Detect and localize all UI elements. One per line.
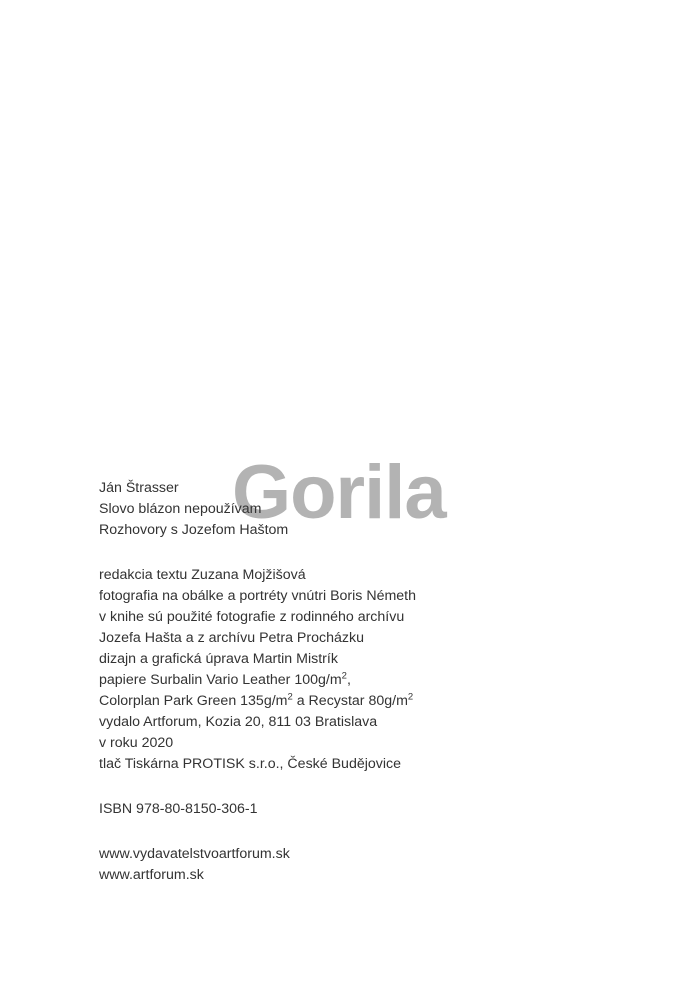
paper-line-1-suffix: , xyxy=(346,672,351,688)
paper-line-1 xyxy=(99,670,529,691)
isbn-line: ISBN 978-80-8150-306-1 xyxy=(99,801,258,817)
web-block xyxy=(99,844,529,886)
paper-line-2 xyxy=(99,691,529,712)
year-line: v roku 2020 xyxy=(99,735,174,751)
paper-line-1-sup: 2 xyxy=(341,670,347,682)
credit-line: v knihe sú použité fotografie z rodinného archívu xyxy=(99,609,405,625)
book-subtitle: Rozhovory s Jozefom Haštom xyxy=(99,522,289,538)
publisher-line: vydalo Artforum, Kozia 20, 811 03 Bratislava xyxy=(99,714,378,730)
paper-line-2-text-a: Colorplan Park Green 135g/m xyxy=(99,693,288,709)
credit-line: redakcia textu Zuzana Mojžišová xyxy=(99,567,306,583)
website-publisher-link[interactable]: www.vydavatelstvoartforum.sk xyxy=(99,846,290,862)
book-title: Slovo blázon nepoužívam xyxy=(99,501,262,517)
gorila-watermark: Gorila xyxy=(232,450,446,535)
paper-line-2-sup-b: 2 xyxy=(407,691,414,703)
colophon-text xyxy=(99,478,529,886)
paper-line-2-text-b: a Recystar 80g/m xyxy=(292,693,408,709)
title-block xyxy=(99,478,529,541)
website-artforum-link[interactable]: www.artforum.sk xyxy=(99,867,204,883)
printer-line: tlač Tiskárna PROTISK s.r.o., České Budějovice xyxy=(99,756,401,772)
credit-line: dizajn a grafická úprava Martin Mistrík xyxy=(99,651,338,667)
credits-block xyxy=(99,565,529,775)
paper-line-1-text: papiere Surbalin Vario Leather 100g/m xyxy=(99,672,342,688)
author-name: Ján Štrasser xyxy=(99,480,179,496)
credit-line: Jozefa Hašta a z archívu Petra Procházku xyxy=(99,630,364,646)
credit-line: fotografia na obálke a portréty vnútri Boris Németh xyxy=(99,588,417,604)
isbn-block xyxy=(99,799,529,820)
paper-line-2-sup-a: 2 xyxy=(287,691,293,703)
